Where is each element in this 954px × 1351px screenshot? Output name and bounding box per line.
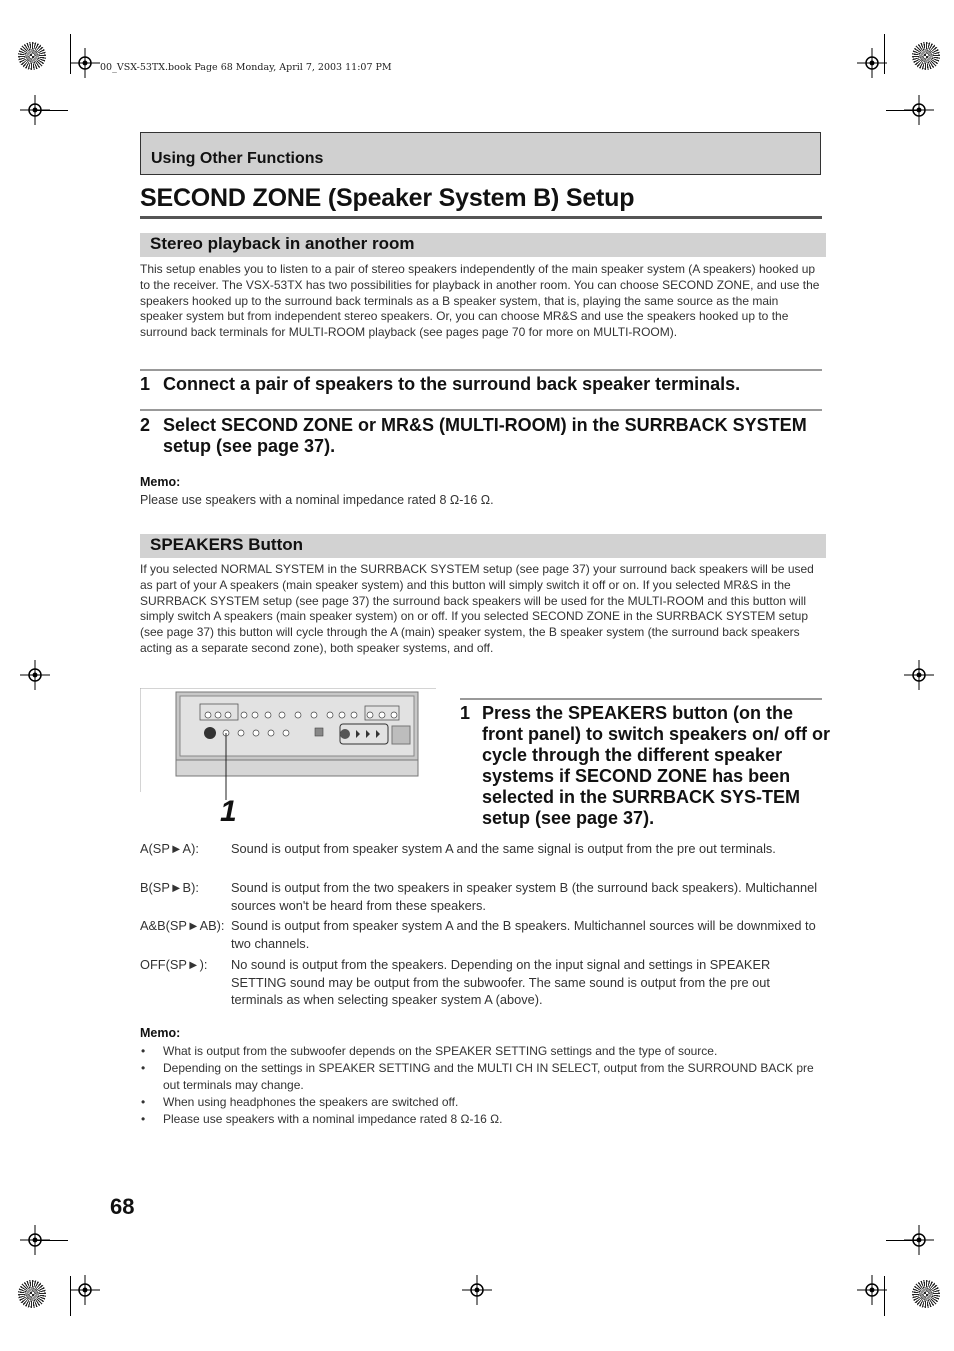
section-label: Using Other Functions <box>151 150 324 167</box>
registration-mark-icon <box>20 1225 50 1255</box>
subsection-heading: SPEAKERS Button <box>150 535 303 554</box>
definition-description: No sound is output from the speakers. Depending on the input signal and settings in SPEAKER SETTING sound may be output from the subwoofer. The same sound is output from the pre out terminals as when selecting speaker system A (above). <box>231 957 771 1007</box>
registration-mark-icon <box>857 48 887 78</box>
step-text: Press the SPEAKERS button (on the front panel) to switch speakers on/ off or cycle through the different speaker systems if SECOND ZONE has been selected in the SURRBACK SYS-TEM setup (see page 37). <box>482 703 831 828</box>
step-2 <box>140 415 830 457</box>
step-number: 1 <box>140 374 151 394</box>
step-divider <box>140 369 822 371</box>
step-number: 2 <box>140 415 151 435</box>
memo-bullet-text: Depending on the settings in SPEAKER SETTING and the MULTI CH IN SELECT, output from the SURROUND BACK pre out terminals may change. <box>163 1061 814 1092</box>
page-number: 68 <box>110 1194 135 1219</box>
receiver-front-panel-drawing <box>140 688 436 828</box>
step-divider <box>140 409 822 411</box>
bullet-icon: • <box>141 1112 146 1126</box>
registration-mark-icon <box>904 95 934 125</box>
memo-label: Memo: <box>140 1026 181 1040</box>
definition-term: A&B(SP►AB): <box>140 918 225 933</box>
memo-bullet-item <box>140 1094 824 1111</box>
color-registration-rosette <box>912 1280 940 1308</box>
subsection-heading: Stereo playback in another room <box>150 234 415 253</box>
section-header-bar <box>140 132 821 175</box>
color-registration-rosette <box>912 42 940 70</box>
step-number: 1 <box>460 703 471 723</box>
step-divider <box>460 698 822 700</box>
memo-bullet-item <box>140 1111 824 1128</box>
speakers-intro-paragraph: If you selected NORMAL SYSTEM in the SURRBACK SYSTEM setup (see page 37) your surround back speakers will be used as part of your A speakers (main speaker system) and this button will simply switch it off or on. If you selected MR&S in the SURRBACK SYSTEM setup (see page 37) the surround back speakers will be used for the MULTI-ROOM and this button will simply switch A speakers (main speaker system) on or off. If you selected SECOND ZONE in the SURRBACK SYSTEM setup (see page 37) this button will cycle through the A (main) speaker system, the B speaker system (the surround back speakers acting as a separate second zone), both speaker systems, and off. <box>140 562 814 655</box>
title-underline <box>140 216 822 219</box>
file-header: 00_VSX-53TX.book Page 68 Monday, April 7, 2003 11:07 PM <box>100 62 392 73</box>
memo-bullet-item <box>140 1043 824 1060</box>
step-1 <box>140 374 830 395</box>
page-title: SECOND ZONE (Speaker System B) Setup <box>140 184 635 212</box>
memo-bullet-text: Please use speakers with a nominal impedance rated 8 Ω-16 Ω. <box>163 1112 503 1126</box>
definition-term: B(SP►B): <box>140 880 199 895</box>
figure-callout-number: 1 <box>220 795 237 828</box>
bullet-icon: • <box>141 1061 146 1075</box>
memo-bullet-list <box>140 1043 824 1128</box>
step-text: Select SECOND ZONE or MR&S (MULTI-ROOM) in the SURRBACK SYSTEM setup (see page 37). <box>163 415 807 456</box>
step-text: Connect a pair of speakers to the surround back speaker terminals. <box>163 374 741 394</box>
registration-mark-icon <box>20 95 50 125</box>
definition-description: Sound is output from the two speakers in speaker system B (the surround back speakers). Multichannel sources won't be heard from these speakers. <box>231 880 818 913</box>
registration-mark-icon <box>462 1275 492 1305</box>
registration-mark-icon <box>20 660 50 690</box>
registration-mark-icon <box>904 660 934 690</box>
color-registration-rosette <box>18 42 46 70</box>
color-registration-rosette <box>18 1280 46 1308</box>
memo-bullet-text: When using headphones the speakers are switched off. <box>163 1095 459 1109</box>
subsection-heading-bar <box>140 233 826 257</box>
front-panel-illustration <box>140 688 436 828</box>
registration-mark-icon <box>904 1225 934 1255</box>
subsection-heading-bar <box>140 534 826 558</box>
registration-mark-icon <box>70 48 100 78</box>
definition-description: Sound is output from speaker system A and the B speakers. Multichannel sources will be downmixed to two channels. <box>231 918 816 951</box>
memo-text: Please use speakers with a nominal impedance rated 8 Ω-16 Ω. <box>140 493 494 507</box>
definition-term: OFF(SP►): <box>140 957 208 972</box>
bullet-icon: • <box>141 1095 146 1109</box>
stereo-intro-paragraph: This setup enables you to listen to a pair of stereo speakers independently of the main speaker system (A speakers) hooked up to the receiver. The VSX-53TX has two possibilities for playback in another room. You can choose SECOND ZONE, and use the speakers hooked up to the surround back terminals as a B speaker system, that is, playing the same source as the main speaker system but from independent stereo speakers. Or, you can choose MR&S and use the speakers hooked up to the surround back terminals for MULTI-ROOM playback (see pages page 70 for more on MULTI-ROOM). <box>140 262 820 340</box>
bullet-icon: • <box>141 1044 146 1058</box>
definition-description: Sound is output from speaker system A and the same signal is output from the pre out terminals. <box>231 841 776 856</box>
memo-bullet-text: What is output from the subwoofer depends on the SPEAKER SETTING settings and the type of source. <box>163 1044 718 1058</box>
definition-term: A(SP►A): <box>140 841 199 856</box>
memo-bullet-item <box>140 1060 824 1094</box>
registration-mark-icon <box>70 1275 100 1305</box>
registration-mark-icon <box>857 1275 887 1305</box>
memo-label: Memo: <box>140 475 181 489</box>
